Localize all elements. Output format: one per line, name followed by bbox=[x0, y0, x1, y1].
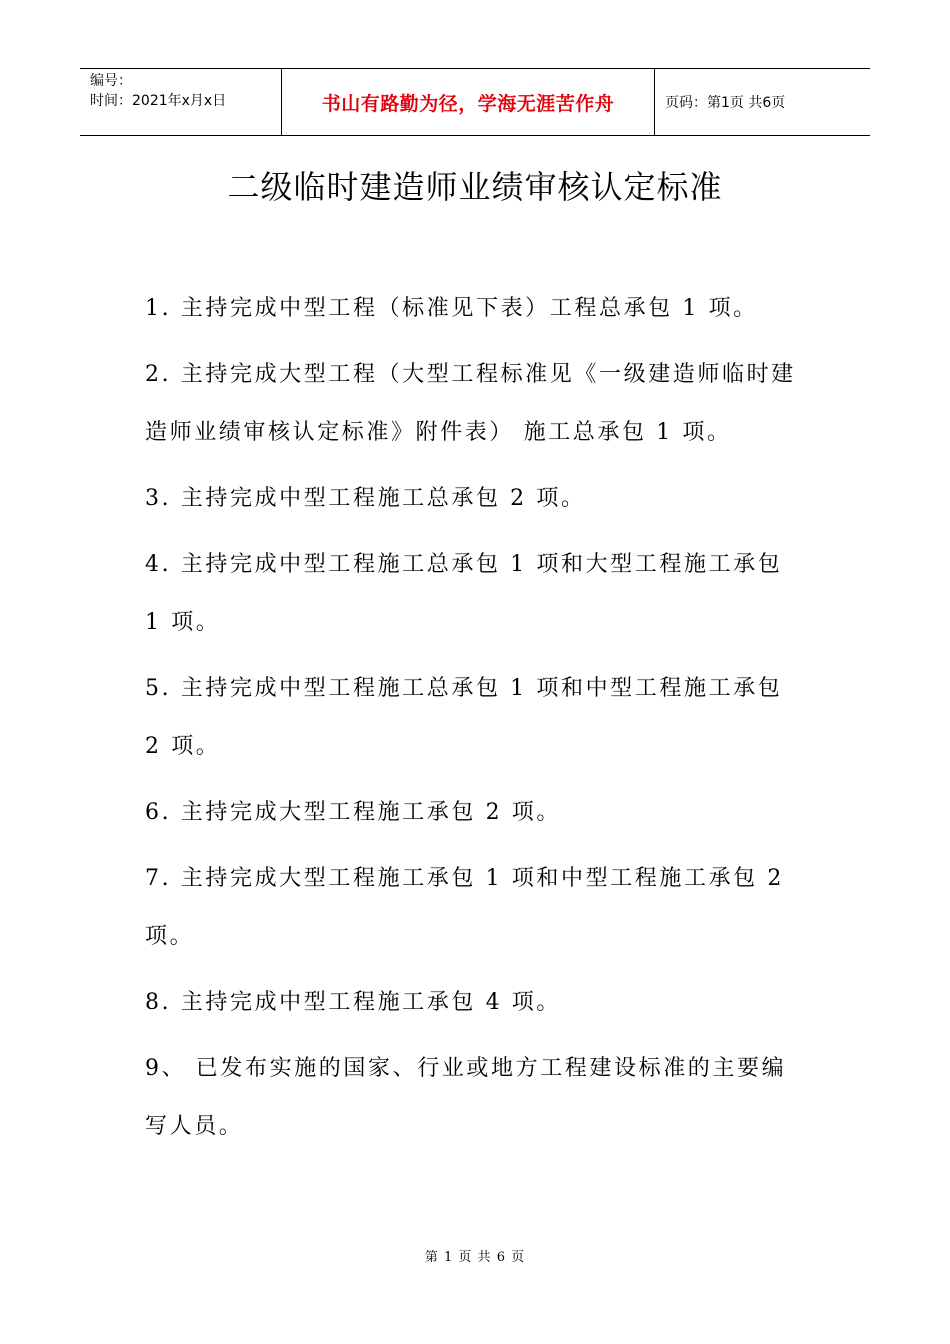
document-title: 二级临时建造师业绩审核认定标准 bbox=[227, 168, 723, 206]
criteria-item: 4. 主持完成中型工程施工总承包 1 项和大型工程施工承包 1 项。 bbox=[145, 552, 783, 635]
document-number-label: 编号： bbox=[90, 73, 132, 89]
criteria-item: 6. 主持完成大型工程施工承包 2 项。 bbox=[145, 800, 561, 825]
page-header bbox=[80, 68, 870, 136]
criteria-list bbox=[145, 280, 805, 1164]
criteria-item: 1. 主持完成中型工程（标准见下表）工程总承包 1 项。 bbox=[145, 296, 758, 321]
header-motto-cell bbox=[281, 69, 655, 135]
header-page-info: 页码：第1页 共6页 bbox=[665, 95, 786, 111]
page-footer: 第 1 页 共 6 页 bbox=[424, 1250, 526, 1265]
criteria-item: 8. 主持完成中型工程施工承包 4 项。 bbox=[145, 990, 561, 1015]
criteria-item: 3. 主持完成中型工程施工总承包 2 项。 bbox=[145, 486, 586, 511]
criteria-item: 9、 已发布实施的国家、行业或地方工程建设标准的主要编写人员。 bbox=[145, 1056, 787, 1139]
header-meta bbox=[80, 69, 281, 135]
document-date: 时间：2021年x月x日 bbox=[90, 93, 227, 109]
header-motto: 书山有路勤为径，学海无涯苦作舟 bbox=[321, 92, 615, 115]
header-page-cell bbox=[655, 69, 870, 135]
criteria-item: 5. 主持完成中型工程施工总承包 1 项和中型工程施工承包 2 项。 bbox=[145, 676, 783, 759]
criteria-item: 7. 主持完成大型工程施工承包 1 项和中型工程施工承包 2 项。 bbox=[145, 866, 784, 949]
criteria-item: 2. 主持完成大型工程（大型工程标准见《一级建造师临时建造师业绩审核认定标准》附件表） 施工总承包 1 项。 bbox=[145, 362, 796, 445]
